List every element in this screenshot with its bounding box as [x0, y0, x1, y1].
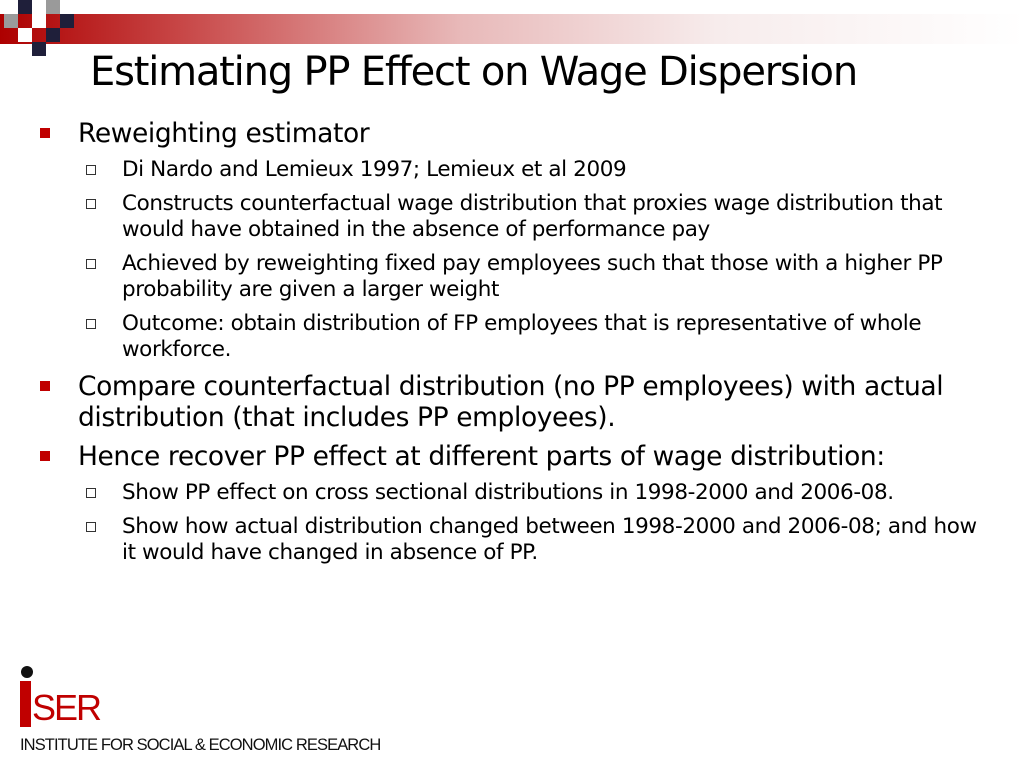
logo-i-bar-icon [20, 681, 31, 727]
slide-body [0, 118, 1024, 574]
sub-bullet-text: Show PP effect on cross sectional distributions in 1998-2000 and 2006-08. [122, 480, 894, 505]
sub-bullet-item [0, 191, 1024, 243]
logo-dot-icon [21, 666, 33, 678]
square-bullet-icon [40, 381, 50, 391]
decor-square [18, 28, 32, 42]
sub-bullet-item [0, 157, 1024, 183]
sub-bullet-item [0, 514, 1024, 566]
bullet-text: Hence recover PP effect at different parts of wage distribution: [78, 441, 885, 472]
sub-bullet-text: Di Nardo and Lemieux 1997; Lemieux et al 2009 [122, 157, 627, 182]
hollow-square-bullet-icon [86, 259, 96, 269]
iser-logo [16, 664, 381, 764]
hollow-square-bullet-icon [86, 319, 96, 329]
decor-square [46, 0, 60, 14]
hollow-square-bullet-icon [86, 522, 96, 532]
decor-square [4, 14, 18, 28]
bullet-text: Compare counterfactual distribution (no PP employees) with actual distribution (that includes PP employees). [78, 371, 944, 433]
sub-bullet-item [0, 480, 1024, 506]
hollow-square-bullet-icon [86, 488, 96, 498]
decor-square [32, 14, 46, 28]
bullet-item [0, 441, 1024, 472]
square-bullet-icon [40, 128, 50, 138]
logo-wordmark: SER [32, 687, 101, 728]
slide-title: Estimating PP Effect on Wage Dispersion [90, 49, 857, 95]
logo-subtitle: INSTITUTE FOR SOCIAL & ECONOMIC RESEARCH [20, 736, 381, 754]
hollow-square-bullet-icon [86, 165, 96, 175]
bullet-text: Reweighting estimator [78, 118, 370, 149]
square-bullet-icon [40, 451, 50, 461]
sub-bullet-text: Show how actual distribution changed between 1998-2000 and 2006-08; and how it would have changed in absence of PP. [122, 514, 977, 565]
decor-square [60, 14, 74, 28]
bullet-item [0, 118, 1024, 149]
header-gradient-band [0, 14, 1024, 44]
sub-bullet-item [0, 251, 1024, 303]
sub-bullet-text: Constructs counterfactual wage distribution that proxies wage distribution that would have obtained in the absence of performance pay [122, 191, 943, 242]
decor-square [46, 28, 60, 42]
hollow-square-bullet-icon [86, 199, 96, 209]
sub-bullet-text: Achieved by reweighting fixed pay employees such that those with a higher PP probability are given a larger weight [122, 251, 943, 302]
bullet-item [0, 371, 1024, 433]
sub-bullet-text: Outcome: obtain distribution of FP employees that is representative of whole workforce. [122, 311, 922, 362]
decor-square [18, 0, 32, 14]
decor-square [32, 42, 46, 56]
sub-bullet-item [0, 311, 1024, 363]
